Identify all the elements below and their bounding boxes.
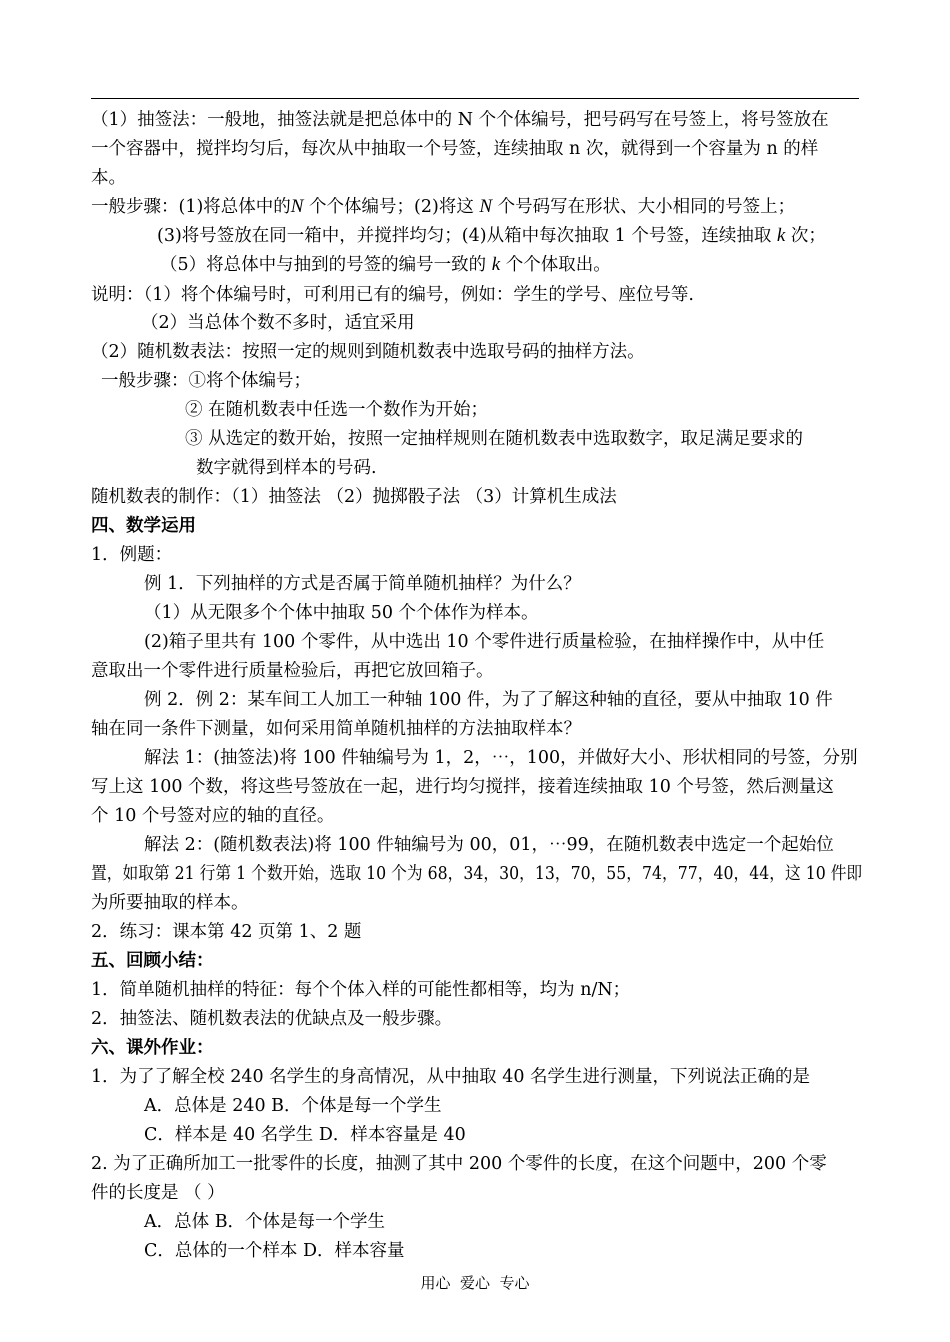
section-heading: 六、课外作业： [91, 1038, 214, 1058]
text-line [160, 255, 611, 275]
text-line: 例 2．例 2：某车间工人加工一种轴 100 件，为了了解这种轴的直径，要从中抽取 10 件 [144, 690, 833, 710]
text-run: 次； [785, 226, 826, 246]
text-run: （5）将总体中与抽到的号签的编号一致的 [160, 255, 492, 275]
text-line: 2. 为了正确所加工一批零件的长度，抽测了其中 200 个零件的长度，在这个问题中，200 个零 [91, 1154, 827, 1174]
text-line: 说明：（1）将个体编号时，可利用已有的编号，例如：学生的学号、座位号等. [91, 285, 694, 305]
text-line: 2．练习：课本第 42 页第 1、2 题 [91, 922, 362, 942]
text-line: （1）抽签法：一般地，抽签法就是把总体中的 N 个个体编号，把号码写在号签上，将号签放在 [91, 110, 829, 130]
text-run: 一般步骤：(1)将总体中的 [91, 197, 291, 217]
math-variable: k [491, 254, 501, 275]
text-line: 个 10 个号签对应的轴的直径。 [91, 806, 335, 826]
text-line: 例 1．下列抽样的方式是否属于简单随机抽样？为什么？ [144, 574, 581, 594]
text-line: 数字就得到样本的号码. [196, 458, 377, 478]
text-line: ② 在随机数表中任选一个数作为开始； [185, 400, 489, 420]
text-line: （1）从无限多个个体中抽取 50 个个体作为样本。 [144, 603, 539, 623]
text-line: 1．为了了解全校 240 名学生的身高情况，从中抽取 40 名学生进行测量，下列说法正确的是 [91, 1067, 811, 1087]
text-run: 个号码写在形状、大小相同的号签上； [492, 197, 796, 217]
text-line: ③ 从选定的数开始，按照一定抽样规则在随机数表中选取数字，取足满足要求的 [185, 429, 804, 449]
text-line: 随机数表的制作：（1）抽签法 （2）抛掷骰子法 （3）计算机生成法 [91, 487, 617, 507]
math-variable: k [776, 225, 786, 246]
text-line: （2）当总体个数不多时，适宜采用 [141, 313, 415, 333]
text-line: 为所要抽取的样本。 [91, 893, 249, 913]
text-line: 解法 1：(抽签法)将 100 件轴编号为 1，2，⋯，100，并做好大小、形状相同的号签，分别 [144, 748, 858, 768]
text-line: 1．例题： [91, 545, 173, 565]
section-heading: 四、数学运用 [91, 516, 196, 536]
text-line: 一个容器中，搅拌均匀后，每次从中抽取一个号签，连续抽取 n 次，就得到一个容量为 n 的样 [91, 139, 819, 159]
page-footer: 用心 爱心 专心 [420, 1274, 530, 1292]
text-run: 个个体编号；(2)将这 [303, 197, 480, 217]
math-variable: N [479, 196, 493, 217]
header-rule [91, 98, 859, 99]
text-line: C．总体的一个样本 D．样本容量 [144, 1241, 405, 1261]
text-line: 一般步骤：①将个体编号； [101, 371, 311, 391]
text-line: A．总体 B．个体是每一个学生 [144, 1212, 386, 1232]
text-line: 写上这 100 个数，将这些号签放在一起，进行均匀搅拌，接着连续抽取 10 个号签，然后测量这 [91, 777, 834, 797]
section-heading: 五、回顾小结： [91, 951, 214, 971]
text-line: 解法 2：(随机数表法)将 100 件轴编号为 00，01，⋯99，在随机数表中选定一个起始位 [144, 835, 834, 855]
text-line: （2）随机数表法：按照一定的规则到随机数表中选取号码的抽样方法。 [91, 342, 645, 362]
text-line: 置，如取第 21 行第 1 个数开始，选取 10 个为 68，34，30，13，70，55，74，77，40，44，这 10 件即 [91, 864, 863, 884]
text-line: 本。 [91, 168, 126, 188]
text-line [157, 226, 826, 246]
text-line: A．总体是 240 B．个体是每一个学生 [144, 1096, 442, 1116]
text-line: 件的长度是 （ ） [91, 1183, 225, 1203]
text-line: 轴在同一条件下测量，如何采用简单随机抽样的方法抽取样本？ [91, 719, 581, 739]
text-line: C．样本是 40 名学生 D．样本容量是 40 [144, 1125, 466, 1145]
math-variable: N [290, 196, 304, 217]
text-run: 个个体取出。 [500, 255, 611, 275]
text-line: 1．简单随机抽样的特征：每个个体入样的可能性都相等，均为 n/N； [91, 980, 631, 1000]
text-line [91, 197, 795, 217]
text-line: (2)箱子里共有 100 个零件，从中选出 10 个零件进行质量检验，在抽样操作中，从中任 [144, 632, 825, 652]
text-line: 意取出一个零件进行质量检验后，再把它放回箱子。 [91, 661, 494, 681]
text-line: 2．抽签法、随机数表法的优缺点及一般步骤。 [91, 1009, 453, 1029]
text-run: (3)将号签放在同一箱中，并搅拌均匀；(4)从箱中每次抽取 1 个号签，连续抽取 [157, 226, 777, 246]
